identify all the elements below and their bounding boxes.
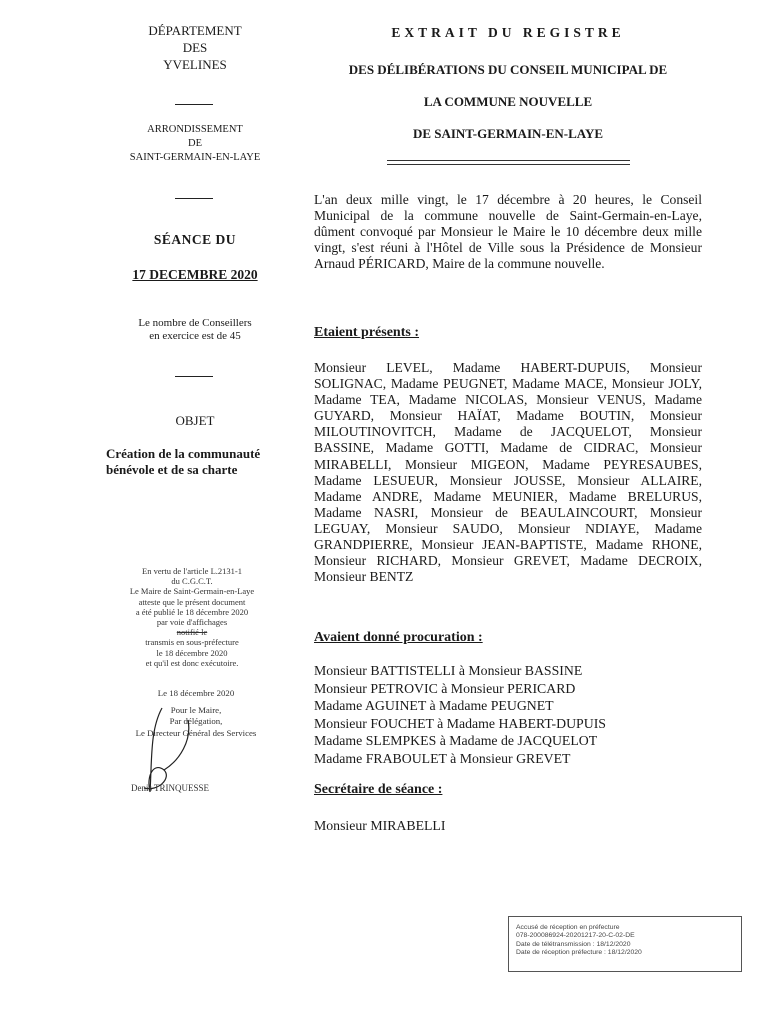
double-rule: [387, 160, 630, 165]
divider: [175, 198, 213, 199]
cert-line: En vertu de l'article L.2131-1: [142, 566, 242, 576]
sig-line: Par délégation,: [169, 716, 223, 726]
seance-label: SÉANCE DU: [153, 232, 237, 247]
divider: [175, 376, 213, 377]
cert-line: Le Maire de Saint-Germain-en-Laye: [129, 586, 255, 597]
prefecture-stamp: [508, 916, 742, 972]
presents-title: Etaient présents :: [314, 325, 419, 340]
conseillers-line: en exercice est de 45: [149, 330, 241, 342]
department-line: YVELINES: [163, 57, 227, 72]
conseillers-count: [90, 317, 300, 343]
sig-line: Pour le Maire,: [170, 704, 222, 715]
presents-list: Monsieur LEVEL, Madame HABERT-DUPUIS, Monsieur SOLIGNAC, Madame PEUGNET, Madame MACE, Monsieur JOLY, Madame TEA, Madame NICOLAS, Monsieur VENUS, Madame GUYARD, Monsieur HAÏAT, Madame BOUTIN, Monsieur MILOUTINOVITCH, Madame de JACQUELOT, Monsieur BASSINE, Madame GOTTI, Madame de CIDRAC, Monsieur MIRABELLI, Monsieur MIGEON, Madame PEYRESAUBES, Madame LESUEUR, Monsieur JOUSSE, Monsieur ALLAIRE, Madame ANDRE, Madame MEUNIER, Madame BRELURUS, Madame NASRI, Monsieur de BEAULAINCOURT, Monsieur LEGUAY, Monsieur SAUDO, Monsieur NDIAYE, Madame GRANDPIERRE, Monsieur JEAN-BAPTISTE, Madame RHONE, Monsieur RICHARD, Monsieur GREVET, Madame DECROIX, Monsieur BENTZ: [314, 360, 702, 585]
secretaire-name: Monsieur MIRABELLI: [314, 818, 446, 833]
list-item: Madame AGUINET à Madame PEUGNET: [314, 698, 554, 714]
stamp-line: Accusé de réception en préfecture: [516, 924, 620, 931]
cert-line: par voie d'affichages: [156, 617, 228, 628]
arrondissement-line: DE: [188, 138, 202, 149]
register-subtitle: DE SAINT-GERMAIN-EN-LAYE: [412, 126, 604, 141]
stamp-line: 078-200086924-20201217-20-C-02-DE: [516, 932, 635, 940]
certification-block: [92, 566, 292, 668]
sig-line: Le Directeur Général des Services: [135, 727, 257, 738]
register-title: EXTRAIT DU REGISTRE: [391, 25, 625, 40]
cert-line: transmis en sous-préfecture: [145, 637, 239, 648]
cert-line: le 18 décembre 2020: [156, 647, 228, 658]
objet-text: Création de la communauté bénévole et de sa charte: [106, 446, 261, 477]
list-item: Madame SLEMPKES à Madame de JACQUELOT: [314, 733, 598, 749]
register-subtitle: DES DÉLIBÉRATIONS DU CONSEIL MUNICIPAL DE: [348, 62, 668, 77]
cert-line: notifié le: [176, 627, 208, 638]
procuration-list: [314, 662, 702, 768]
objet-label: OBJET: [175, 413, 215, 428]
signatory-name: Denis TRINQUESSE: [130, 783, 210, 793]
list-item: Monsieur PETROVIC à Monsieur PERICARD: [314, 680, 576, 696]
divider: [175, 104, 213, 105]
cert-line: du C.G.C.T.: [171, 576, 213, 587]
cert-line: a été publié le 18 décembre 2020: [135, 606, 249, 617]
stamp-line: Date de réception préfecture : 18/12/2020: [516, 948, 642, 956]
arrondissement-block: [90, 123, 300, 165]
sig-line: Le 18 décembre 2020: [157, 688, 235, 698]
conseillers-line: Le nombre de Conseillers: [138, 317, 252, 329]
secretaire-title: Secrétaire de séance :: [314, 782, 443, 797]
list-item: Monsieur FOUCHET à Madame HABERT-DUPUIS: [314, 715, 606, 731]
arrondissement-line: SAINT-GERMAIN-EN-LAYE: [129, 152, 261, 163]
stamp-line: Date de télétransmission : 18/12/2020: [516, 940, 631, 948]
register-subtitle: LA COMMUNE NOUVELLE: [423, 94, 593, 109]
cert-line: et qu'il est donc exécutoire.: [145, 657, 239, 668]
procuration-title: Avaient donné procuration :: [314, 630, 483, 645]
department-line: DÉPARTEMENT: [148, 23, 242, 38]
cert-line: atteste que le présent document: [138, 596, 246, 607]
seance-date: 17 DECEMBRE 2020: [132, 267, 258, 282]
department-line: DES: [182, 40, 208, 55]
arrondissement-line: ARRONDISSEMENT: [147, 124, 243, 135]
list-item: Monsieur BATTISTELLI à Monsieur BASSINE: [314, 663, 583, 678]
list-item: Madame FRABOULET à Monsieur GREVET: [314, 750, 571, 766]
department-block: [90, 22, 300, 73]
intro-paragraph: L'an deux mille vingt, le 17 décembre à 20 heures, le Conseil Municipal de la commune nouvelle de Saint-Germain-en-Laye, dûment convoqué par Monsieur le Maire le 10 décembre deux mille vingt, s'est réuni à l'Hôtel de Ville sous la Présidence de Monsieur Arnaud PÉRICARD, Maire de la commune nouvelle.: [314, 192, 702, 272]
